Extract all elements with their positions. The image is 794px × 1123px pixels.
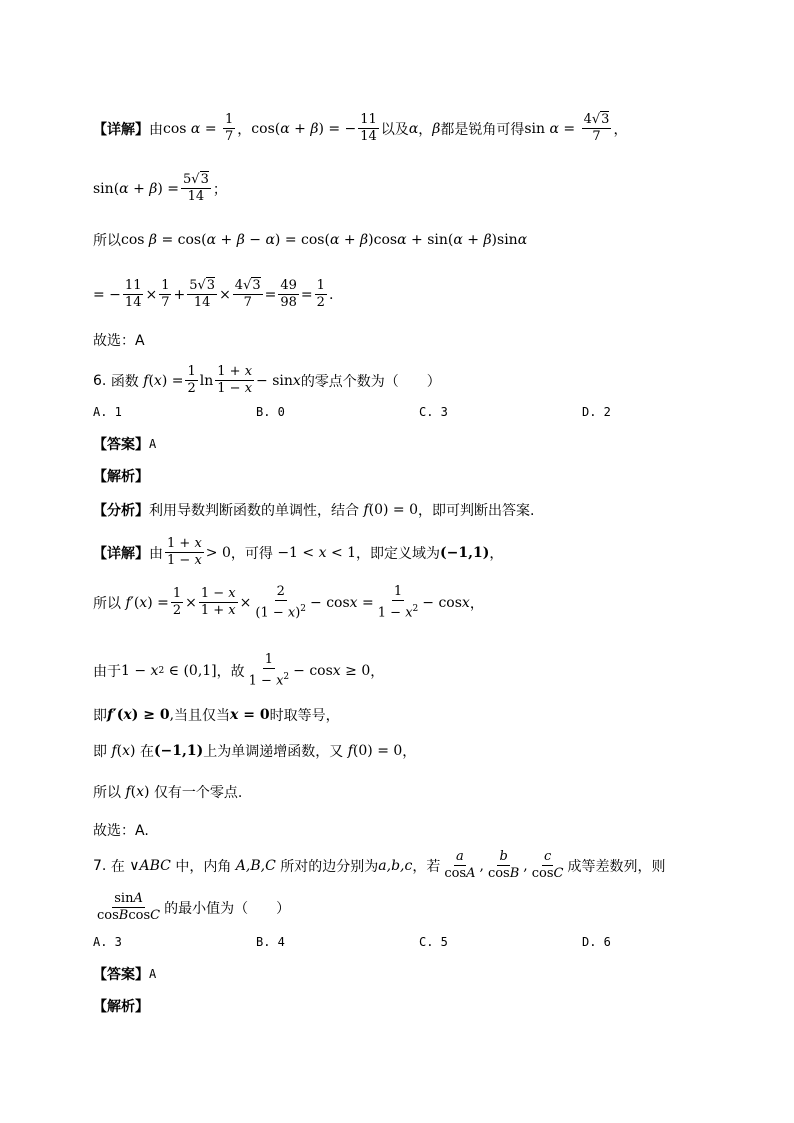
q6-option-a[interactable]: A. 1: [93, 405, 122, 419]
q6-option-b[interactable]: B. 0: [256, 405, 285, 419]
q5-detail-line-2: sin ( α + β ) = $\frac{5√3}{14}$ ；: [93, 172, 227, 204]
q6-stem: 6. 函数 f ( x ) = $\frac{1}{2}$ ln $\frac{1 + x}{1 - x}$ − sin x 的零点个数为（ ）: [93, 364, 441, 396]
detail-tag: 【详解】: [93, 121, 149, 138]
q6-detail-line-1: 【详解】 由 $\frac{1 + x}{1 - x}$ > 0 ，可得 −1 < x < 1 ，即定义域为 (−1,1) ，: [93, 536, 504, 568]
q6-answer: A: [149, 437, 157, 451]
fraction: $\frac{1}{7}$: [225, 112, 234, 144]
q6-analysis-line: 【分析】 利用导数判断函数的单调性，结合 f (0) = 0 ，即可判断出答案.: [93, 502, 535, 519]
q6-detail-line-6: 所以 f ( x ) 仅有一个零点.: [93, 784, 243, 801]
q6-detail-line-2: 所以 f ′( x ) = $\frac{1}{2}$ × $\frac{1 - x}{1 + x}$ × $\frac{2}{(1 - x)^2}$ − cos x = $\frac{1}{1 - x^2}$ − cos x ，: [93, 584, 484, 621]
q6-option-c[interactable]: C. 3: [419, 405, 448, 419]
q7-option-b[interactable]: B. 4: [256, 935, 285, 949]
q6-choice: 故选：A.: [93, 823, 149, 839]
q5-detail-line-3: 所以 cos β = cos ( α + β − α ) = cos ( α + β ) cos α + sin ( α + β ) sin α: [93, 232, 528, 249]
q7-stem-line-1: 7. 在 ∨ ABC 中，内角 A,B,C 所对的边分别为 a,b,c ，若 $\frac{a}{\cos A}$ , $\frac{b}{\cos B}$ , $\frac{c}{\cos C}$ 成等差数列，则: [93, 849, 666, 881]
q6-detail-line-5: 即 f ( x ) 在 (−1,1) 上为单调递增函数，又 f (0) = 0 ，: [93, 743, 417, 760]
q6-option-d[interactable]: D. 2: [582, 405, 611, 419]
q7-option-d[interactable]: D. 6: [582, 935, 611, 949]
q6-detail-line-4: 即 f′(x) ≥ 0 , 当且仅当 x = 0 时取等号，: [93, 707, 340, 724]
fraction: $\frac{4√3}{7}$: [583, 112, 610, 144]
q6-detail-line-3: 由于 1 − x 2 ∈ (0,1] ，故 $\frac{1}{1 - x^2}$ − cos x ≥ 0 ，: [93, 652, 385, 689]
q6-jiexi-tag: 【解析】: [93, 469, 149, 485]
q5-choice: 故选：A: [93, 333, 145, 349]
fraction: $\frac{5√3}{14}$: [183, 172, 209, 204]
q7-option-a[interactable]: A. 3: [93, 935, 122, 949]
q7-jiexi-tag: 【解析】: [93, 999, 149, 1015]
q7-stem-line-2: $\frac{\sin A}{\text{cosBcosC}}$ 的最小值为（ ）: [97, 891, 291, 923]
q6-answer-line: 【答案】 A: [93, 437, 157, 453]
q5-detail-line-1: 【详解】 由 cos α = $\frac{1}{7}$ ， cos ( α + β ) = − $\frac{11}{14}$ 以及 α ， β 都是锐角可得 sin α = $\frac{4√3}{7}$ ，: [93, 112, 628, 144]
fraction: $\frac{11}{14}$: [360, 112, 377, 144]
q7-option-c[interactable]: C. 5: [419, 935, 448, 949]
q7-answer-line: 【答案】 A: [93, 967, 157, 983]
q5-detail-line-4: = − $\frac{11}{14}$ × $\frac{1}{7}$ + $\frac{5√3}{14}$ × $\frac{4√3}{7}$ = $\frac{49}{98}$ = $\frac{1}{2}$ .: [93, 278, 334, 310]
q7-answer: A: [149, 967, 157, 981]
